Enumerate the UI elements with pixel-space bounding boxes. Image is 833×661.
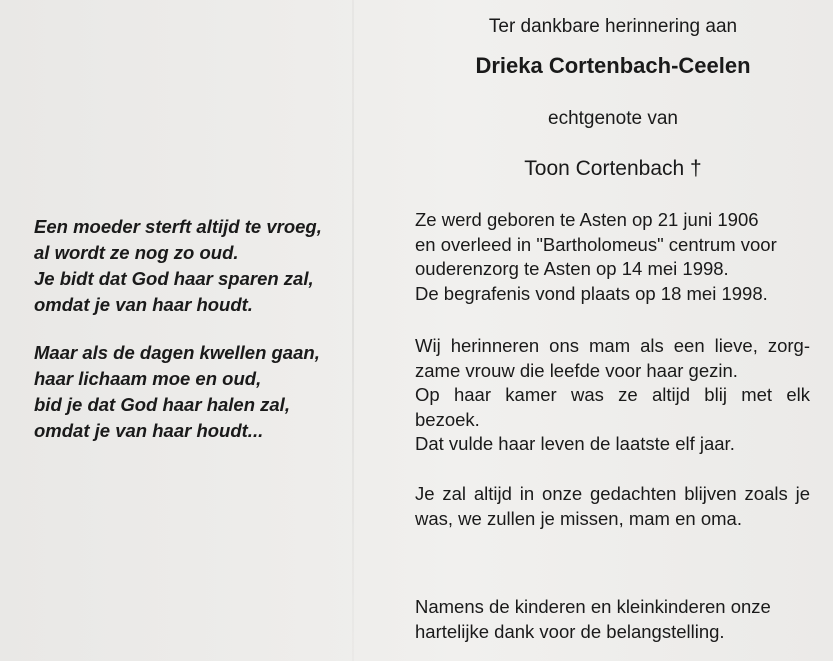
text-line: Ze werd geboren te Asten op 21 juni 1906 <box>415 209 759 230</box>
poem-stanza-1 <box>34 214 364 318</box>
remembrance-paragraph <box>415 482 810 531</box>
dedication-line: Ter dankbare herinnering aan <box>488 16 738 37</box>
poem-line: Een moeder sterft altijd te vroeg, <box>34 216 322 237</box>
text-line: was, we zullen je missen, mam en oma. <box>415 507 742 529</box>
poem-line: omdat je van haar houdt. <box>34 294 253 315</box>
text-line: bezoek. <box>415 408 480 430</box>
text-line: Namens de kinderen en kleinkinderen onze <box>415 596 771 617</box>
text-line: Op haar kamer was ze altijd blij met elk <box>415 384 810 405</box>
text-line: Je zal altijd in onze gedachten blijven zoals je <box>415 483 810 504</box>
text-line: ouderenzorg te Asten op 14 mei 1998. <box>415 258 729 279</box>
text-line: zame vrouw die leefde voor haar gezin. <box>415 359 738 381</box>
card-fold <box>352 0 354 661</box>
deceased-name: Drieka Cortenbach-Ceelen <box>475 53 751 78</box>
poem-line: Maar als de dagen kwellen gaan, <box>34 342 320 363</box>
life-dates-paragraph <box>415 208 810 306</box>
text-line: en overleed in "Bartholomeus" centrum voor <box>415 233 777 255</box>
poem-stanza-2 <box>34 340 364 444</box>
poem-line: omdat je van haar houdt... <box>34 420 264 441</box>
poem-line: Je bidt dat God haar sparen zal, <box>34 268 314 289</box>
poem-line: haar lichaam moe en oud, <box>34 368 262 389</box>
memory-paragraph <box>415 334 810 457</box>
spouse-name: Toon Cortenbach † <box>524 157 702 180</box>
relation-line: echtgenote van <box>548 108 678 129</box>
text-line: Wij herinneren ons mam als een lieve, zorg- <box>415 335 810 356</box>
poem-line: al wordt ze nog zo oud. <box>34 242 239 263</box>
poem-line: bid je dat God haar halen zal, <box>34 394 290 415</box>
thanks-paragraph <box>415 595 810 644</box>
text-line: Dat vulde haar leven de laatste elf jaar. <box>415 433 735 454</box>
text-line: hartelijke dank voor de belangstelling. <box>415 620 725 642</box>
text-line: De begrafenis vond plaats op 18 mei 1998. <box>415 282 768 304</box>
